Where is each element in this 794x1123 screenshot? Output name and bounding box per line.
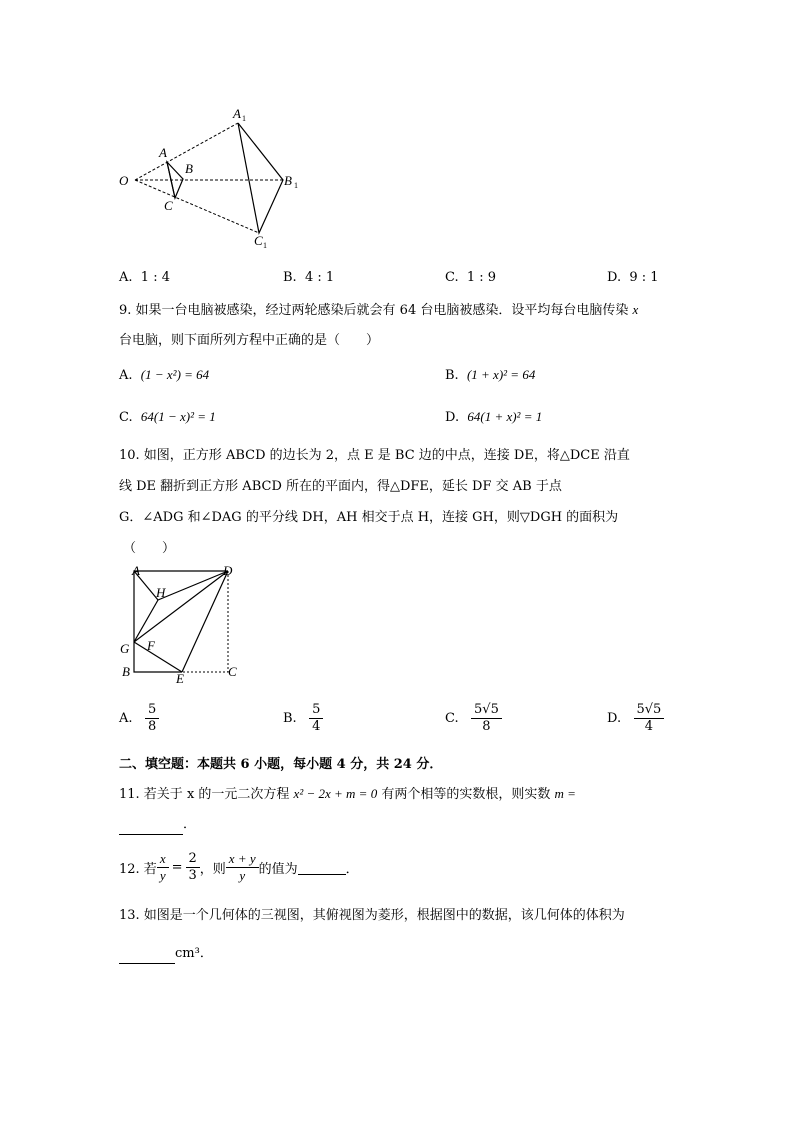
q12-line: 12. 若 $\frac{x}{y}$ = $\frac{2}{3}$ ，则 $\frac{x + y}{y}$ 的值为 ．: [119, 851, 359, 883]
q10-option-c[interactable]: C. $\frac{5√5}{8}$: [445, 702, 502, 735]
folded-square-figure: [115, 562, 245, 687]
fig8-label-a1-sub: 1: [242, 114, 246, 123]
q10-option-b[interactable]: B. $\frac{5}{4}$: [283, 702, 323, 735]
fig8-label-o: O: [119, 173, 129, 188]
q13-answer-line: cm³．: [119, 943, 213, 964]
q9-option-c[interactable]: C. 64(1 − x)² = 1: [119, 409, 216, 425]
fig10-label-d: D: [223, 563, 233, 578]
fig8-label-b1: B: [284, 173, 292, 188]
similar-triangles-figure: [110, 105, 310, 255]
fig8-label-c1: C: [254, 233, 263, 248]
fig10-label-g: G: [120, 641, 130, 656]
q10-line1: 10. 如图，正方形 ABCD 的边长为 2，点 E 是 BC 边的中点，连接 DE，将△DCE 沿直: [119, 448, 630, 463]
q13-answer-blank[interactable]: [119, 943, 175, 964]
q10-line4: （ ）: [123, 541, 176, 556]
q13-line1: 13. 如图是一个几何体的三视图，其俯视图为菱形，根据图中的数据，该几何体的体积为: [119, 908, 625, 923]
q10-line2: 线 DE 翻折到正方形 ABCD 所在的平面内，得△DFE，延长 DF 交 AB 于点: [119, 479, 562, 494]
fig10-label-f: F: [147, 638, 155, 653]
fig8-label-a: A: [159, 145, 167, 160]
fig10-label-e: E: [176, 671, 184, 686]
q12-answer-blank[interactable]: [298, 860, 346, 875]
fig8-label-c1-sub: 1: [263, 241, 267, 250]
q8-option-d[interactable]: D. 9 : 1: [607, 270, 659, 285]
q8-option-b[interactable]: B. 4 : 1: [283, 270, 335, 285]
q11-answer-line: ．: [119, 814, 196, 835]
fig8-label-a1: A: [233, 106, 241, 121]
q11-answer-blank[interactable]: [119, 814, 183, 835]
q9-option-d[interactable]: D. 64(1 + x)² = 1: [445, 409, 543, 425]
q8-option-c[interactable]: C. 1 : 9: [445, 270, 497, 285]
fig10-label-c: C: [228, 664, 237, 679]
fig10-label-a: A: [132, 563, 140, 578]
q9-line1: 9. 如果一台电脑被感染，经过两轮感染后就会有 64 台电脑被感染．设平均每台电脑传染 x: [119, 302, 639, 318]
q9-option-b[interactable]: B. (1 + x)² = 64: [445, 367, 536, 383]
q11-line1: 11. 若关于 x 的一元二次方程 x² − 2x + m = 0 有两个相等的实数根，则实数 m =: [119, 786, 576, 802]
fig8-label-c: C: [164, 198, 173, 213]
fig10-label-h: H: [156, 585, 166, 600]
q10-option-d[interactable]: D. $\frac{5√5}{4}$: [607, 702, 664, 735]
section2-title: 二、填空题：本题共 6 小题，每小题 4 分，共 24 分．: [119, 757, 443, 772]
fig8-label-b: B: [185, 161, 193, 176]
fig10-label-b: B: [122, 664, 130, 679]
q10-option-a[interactable]: A. $\frac{5}{8}$: [119, 702, 159, 735]
fig8-label-b1-sub: 1: [294, 181, 298, 190]
q10-line3: G．∠ADG 和∠DAG 的平分线 DH，AH 相交于点 H，连接 GH，则▽DGH 的面积为: [119, 510, 619, 525]
q9-option-a[interactable]: A. (1 − x²) = 64: [119, 367, 210, 383]
q8-option-a[interactable]: A. 1 : 4: [119, 270, 170, 285]
q9-line2: 台电脑，则下面所列方程中正确的是（ ）: [119, 333, 380, 348]
